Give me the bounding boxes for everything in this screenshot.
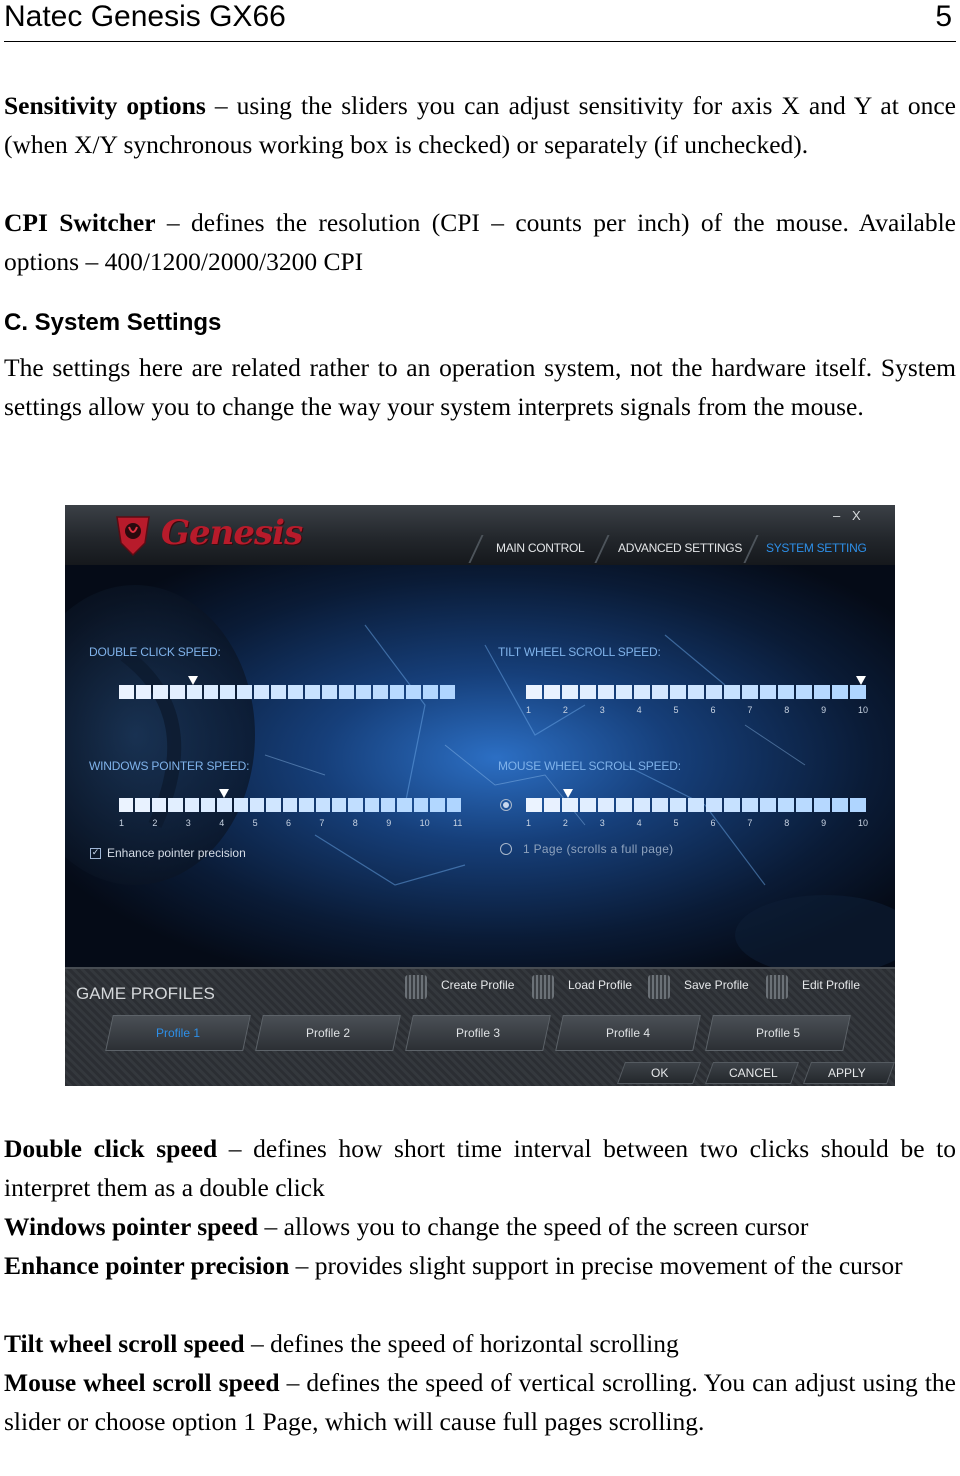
text-sensitivity-options: – using the sliders you can adjust sensitivity for axis X and Y at once (when X/Y synchronous working box is checked) or separately (if unchecked). bbox=[4, 91, 956, 159]
slider-segment bbox=[204, 685, 219, 699]
slider-segment bbox=[526, 685, 542, 699]
clip-ornament bbox=[532, 975, 554, 999]
slider-segment bbox=[706, 685, 722, 699]
slider-segment bbox=[724, 685, 740, 699]
slider-segment bbox=[288, 685, 303, 699]
slider-tick-label: 7 bbox=[747, 818, 753, 828]
double-click-speed-slider[interactable] bbox=[119, 685, 455, 699]
definition-double-click-speed bbox=[4, 1129, 956, 1207]
definition-term: Enhance pointer precision bbox=[4, 1251, 290, 1280]
definition-enhance-pointer-precision bbox=[4, 1246, 956, 1285]
slider-segment bbox=[234, 798, 248, 812]
definition-text: – provides slight support in precise movement of the cursor bbox=[289, 1251, 903, 1280]
tilt-wheel-scroll-speed-label: TILT WHEEL SCROLL SPEED: bbox=[498, 645, 661, 659]
clip-ornament bbox=[766, 975, 788, 999]
profile-2-label: Profile 2 bbox=[305, 1026, 351, 1040]
definition-term: Windows pointer speed bbox=[4, 1212, 259, 1241]
mouse-wheel-scroll-speed-thumb[interactable] bbox=[563, 789, 573, 798]
windows-pointer-speed-thumb[interactable] bbox=[219, 789, 229, 798]
software-screenshot bbox=[65, 505, 895, 1086]
slider-segment bbox=[526, 798, 542, 812]
slider-segment bbox=[423, 685, 438, 699]
slider-tick-label: 10 bbox=[858, 705, 869, 715]
slider-segment bbox=[688, 798, 704, 812]
slider-tick-label: 9 bbox=[821, 818, 827, 828]
slider-segment bbox=[652, 798, 668, 812]
one-page-scroll-label: 1 Page (scrolls a full page) bbox=[523, 842, 674, 856]
tab-divider bbox=[743, 535, 758, 563]
slider-tick-label: 3 bbox=[185, 818, 191, 828]
slider-segment bbox=[598, 685, 614, 699]
edit-profile-button[interactable]: Edit Profile bbox=[802, 978, 861, 992]
slider-segment bbox=[339, 685, 354, 699]
slider-segment bbox=[670, 685, 686, 699]
clip-ornament bbox=[648, 975, 670, 999]
slider-segment bbox=[652, 685, 668, 699]
slider-tick-label: 4 bbox=[636, 818, 642, 828]
tilt-wheel-scroll-speed-thumb[interactable] bbox=[856, 676, 866, 685]
slider-segment bbox=[760, 798, 776, 812]
slider-segment bbox=[254, 685, 269, 699]
slider-segment bbox=[397, 798, 411, 812]
apply-button-label: APPLY bbox=[828, 1066, 866, 1080]
slider-segment bbox=[796, 798, 812, 812]
slider-segment bbox=[760, 685, 776, 699]
load-profile-button[interactable]: Load Profile bbox=[568, 978, 633, 992]
slider-segment bbox=[185, 798, 199, 812]
slider-tick-label: 1 bbox=[119, 818, 125, 828]
slider-segment bbox=[266, 798, 280, 812]
slider-segment bbox=[322, 685, 337, 699]
enhance-pointer-precision-label: Enhance pointer precision bbox=[107, 846, 246, 860]
create-profile-button[interactable]: Create Profile bbox=[441, 978, 515, 992]
slider-tick-label: 10 bbox=[858, 818, 869, 828]
slider-segment bbox=[544, 685, 560, 699]
slider-segment bbox=[580, 685, 596, 699]
slider-segment bbox=[271, 685, 286, 699]
slider-tick-label: 8 bbox=[784, 705, 790, 715]
tilt-wheel-scroll-speed-slider[interactable] bbox=[526, 685, 866, 699]
slider-tick-label: 6 bbox=[710, 818, 716, 828]
slider-segment bbox=[305, 685, 320, 699]
ok-button-label: OK bbox=[651, 1066, 669, 1080]
slider-segment bbox=[778, 798, 794, 812]
slider-segment bbox=[832, 685, 848, 699]
slider-tick-label: 1 bbox=[526, 705, 532, 715]
slider-segment bbox=[153, 685, 168, 699]
slider-tick-label: 2 bbox=[562, 705, 568, 715]
slider-segment bbox=[135, 798, 149, 812]
slider-segment bbox=[580, 798, 596, 812]
profile-3-label: Profile 3 bbox=[455, 1026, 501, 1040]
slider-segment bbox=[850, 798, 866, 812]
double-click-speed-thumb[interactable] bbox=[188, 676, 198, 685]
mouse-wheel-scroll-speed-slider[interactable] bbox=[526, 798, 866, 812]
slider-tick-label: 4 bbox=[219, 818, 225, 828]
close-button[interactable]: X bbox=[852, 508, 861, 523]
slider-segment bbox=[634, 798, 650, 812]
slider-segment bbox=[332, 798, 346, 812]
slider-segment bbox=[220, 685, 235, 699]
slider-segment bbox=[562, 798, 578, 812]
slider-segment bbox=[616, 798, 632, 812]
slider-segment bbox=[832, 798, 848, 812]
definition-text: – defines the speed of vertical scrolling. You can adjust using the slider or choose option 1 Page, which will cause full pages scrolling. bbox=[4, 1368, 956, 1436]
slider-tick-label: 11 bbox=[453, 818, 463, 828]
definition-term: Mouse wheel scroll speed bbox=[4, 1368, 280, 1397]
clip-ornament bbox=[405, 975, 427, 999]
scroll-lines-radio[interactable] bbox=[500, 799, 512, 811]
genesis-logo-icon bbox=[111, 513, 155, 557]
slider-segment bbox=[119, 685, 134, 699]
slider-tick-label: 5 bbox=[673, 818, 679, 828]
slider-segment bbox=[237, 685, 252, 699]
slider-segment bbox=[634, 685, 650, 699]
tab-system-setting[interactable]: SYSTEM SETTING bbox=[766, 541, 867, 555]
windows-pointer-speed-slider[interactable] bbox=[119, 798, 461, 812]
cancel-button-label: CANCEL bbox=[729, 1066, 778, 1080]
tab-advanced-settings[interactable]: ADVANCED SETTINGS bbox=[618, 541, 743, 555]
slider-tick-label: 6 bbox=[710, 705, 716, 715]
definition-term: Double click speed bbox=[4, 1134, 218, 1163]
slider-segment bbox=[250, 798, 264, 812]
slider-segment bbox=[217, 798, 231, 812]
paragraph-sensitivity bbox=[4, 86, 956, 164]
slider-tick-label: 3 bbox=[599, 818, 605, 828]
slider-tick-label: 7 bbox=[747, 705, 753, 715]
slider-segment bbox=[670, 798, 686, 812]
slider-segment bbox=[814, 685, 830, 699]
definition-text: – defines how short time interval between two clicks should be to interpret them as a double click bbox=[4, 1134, 956, 1202]
slider-segment bbox=[356, 685, 371, 699]
slider-tick-label: 8 bbox=[784, 818, 790, 828]
app-title-bar bbox=[65, 505, 895, 565]
slider-segment bbox=[562, 685, 578, 699]
genesis-logo-text: Genesis bbox=[161, 513, 303, 553]
save-profile-button[interactable]: Save Profile bbox=[684, 978, 749, 992]
windows-pointer-speed-label: WINDOWS POINTER SPEED: bbox=[89, 759, 250, 773]
slider-segment bbox=[814, 798, 830, 812]
document-title: Natec Genesis GX66 bbox=[4, 0, 286, 33]
slider-segment bbox=[136, 685, 151, 699]
term-cpi-switcher: CPI Switcher bbox=[4, 208, 156, 237]
slider-tick-label: 4 bbox=[636, 705, 642, 715]
one-page-scroll-radio[interactable] bbox=[500, 843, 512, 855]
definition-mouse-wheel-scroll-speed bbox=[4, 1363, 956, 1441]
slider-segment bbox=[283, 798, 297, 812]
enhance-pointer-precision-checkbox[interactable]: ✓ bbox=[91, 848, 100, 858]
slider-segment bbox=[390, 685, 405, 699]
slider-segment bbox=[119, 798, 133, 812]
slider-segment bbox=[742, 685, 758, 699]
slider-segment bbox=[299, 798, 313, 812]
definition-term: Tilt wheel scroll speed bbox=[4, 1329, 245, 1358]
section-heading: C. System Settings bbox=[4, 309, 222, 336]
slider-tick-label: 2 bbox=[562, 818, 568, 828]
slider-segment bbox=[414, 798, 428, 812]
slider-segment bbox=[778, 685, 794, 699]
text-cpi-switcher: – defines the resolution (CPI – counts per inch) of the mouse. Available options – 400/1200/2000/3200 CPI bbox=[4, 208, 956, 276]
definition-text: – defines the speed of horizontal scrolling bbox=[244, 1329, 679, 1358]
slider-segment bbox=[706, 798, 722, 812]
slider-tick-label: 9 bbox=[386, 818, 392, 828]
slider-segment bbox=[796, 685, 812, 699]
tab-main-control[interactable]: MAIN CONTROL bbox=[496, 541, 585, 555]
slider-segment bbox=[406, 685, 421, 699]
slider-segment bbox=[440, 685, 455, 699]
slider-segment bbox=[168, 798, 182, 812]
mouse-wheel-scroll-speed-label: MOUSE WHEEL SCROLL SPEED: bbox=[498, 759, 681, 773]
slider-segment bbox=[348, 798, 362, 812]
minimize-button[interactable]: – bbox=[833, 508, 841, 523]
definition-windows-pointer-speed bbox=[4, 1207, 956, 1246]
double-click-speed-label: DOUBLE CLICK SPEED: bbox=[89, 645, 221, 659]
paragraph-system-settings: The settings here are related rather to an operation system, not the hardware itself. System settings allow you to change the way your system interprets signals from the mouse. bbox=[4, 353, 956, 421]
slider-segment bbox=[447, 798, 461, 812]
slider-segment bbox=[187, 685, 202, 699]
slider-tick-label: 10 bbox=[419, 818, 430, 828]
profile-5-label: Profile 5 bbox=[755, 1026, 801, 1040]
paragraph-cpi-switcher bbox=[4, 203, 956, 281]
slider-segment bbox=[316, 798, 330, 812]
slider-tick-label: 9 bbox=[821, 705, 827, 715]
slider-tick-label: 5 bbox=[673, 705, 679, 715]
slider-segment bbox=[201, 798, 215, 812]
slider-tick-label: 3 bbox=[599, 705, 605, 715]
slider-tick-label: 8 bbox=[352, 818, 358, 828]
slider-segment bbox=[365, 798, 379, 812]
slider-segment bbox=[152, 798, 166, 812]
game-profiles-title: GAME PROFILES bbox=[76, 984, 215, 1003]
slider-tick-label: 7 bbox=[319, 818, 325, 828]
slider-segment bbox=[381, 798, 395, 812]
slider-segment bbox=[742, 798, 758, 812]
slider-segment bbox=[373, 685, 388, 699]
slider-tick-label: 2 bbox=[152, 818, 158, 828]
slider-tick-label: 6 bbox=[286, 818, 292, 828]
slider-segment bbox=[430, 798, 444, 812]
definition-tilt-wheel-scroll-speed bbox=[4, 1324, 956, 1363]
page-header bbox=[4, 0, 956, 42]
profile-4-label: Profile 4 bbox=[605, 1026, 651, 1040]
term-sensitivity-options: Sensitivity options bbox=[4, 91, 206, 120]
slider-segment bbox=[850, 685, 866, 699]
definition-text: – allows you to change the speed of the screen cursor bbox=[258, 1212, 809, 1241]
slider-segment bbox=[544, 798, 560, 812]
slider-segment bbox=[724, 798, 740, 812]
profile-1-label: Profile 1 bbox=[155, 1026, 201, 1040]
slider-segment bbox=[170, 685, 185, 699]
slider-segment bbox=[616, 685, 632, 699]
slider-segment bbox=[598, 798, 614, 812]
slider-tick-label: 1 bbox=[526, 818, 532, 828]
tab-divider bbox=[594, 535, 609, 563]
tab-divider bbox=[468, 535, 483, 563]
game-profiles-panel bbox=[65, 967, 895, 1086]
slider-segment bbox=[688, 685, 704, 699]
page-number: 5 bbox=[935, 0, 952, 33]
slider-tick-label: 5 bbox=[252, 818, 258, 828]
